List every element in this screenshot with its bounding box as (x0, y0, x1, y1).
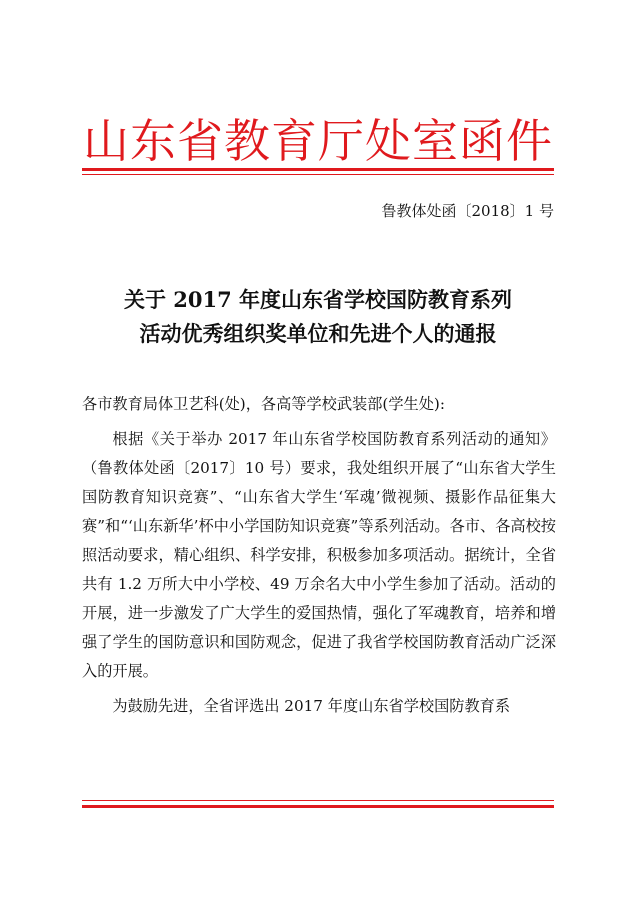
footer-rule-thick (82, 805, 554, 808)
body-paragraph-1: 根据《关于举办 2017 年山东省学校国防教育系列活动的通知》（鲁教体处函〔2017〕10 号）要求，我处组织开展了“山东省大学生国防教育知识竞赛”、“山东省大学生‘军魂’微视频、摄影作品征集大赛”和“‘山东新华’杯中小学国防知识竞赛”等系列活动。各市、各高校按照活动要求，精心组织、科学安排，积极参加多项活动。据统计，全省共有 1.2 万所大中小学校、49 万余名大中小学生参加了活动。活动的开展，进一步激发了广大学生的爱国热情，强化了军魂教育，培养和增强了学生的国防意识和国防观念，促进了我省学校国防教育活动广泛深入的开展。 (82, 430, 556, 680)
header-rule-thin (82, 174, 554, 175)
document-title-line-1: 关于 2017 年度山东省学校国防教育系列 (123, 287, 513, 312)
body-paragraph-2: 为鼓励先进，全省评选出 2017 年度山东省学校国防教育系 (112, 697, 511, 715)
header-rule-thick (82, 168, 554, 171)
masthead-title: 山东省教育厅处室函件 (83, 114, 553, 168)
document-body (82, 390, 556, 721)
footer-rule-thin (82, 800, 554, 801)
salutation: 各市教育局体卫艺科(处)，各高等学校武装部(学生处): (82, 395, 445, 413)
document-number: 鲁教体处函〔2018〕1 号 (381, 202, 554, 220)
document-title-line-2: 活动优秀组织奖单位和先进个人的通报 (139, 321, 497, 346)
